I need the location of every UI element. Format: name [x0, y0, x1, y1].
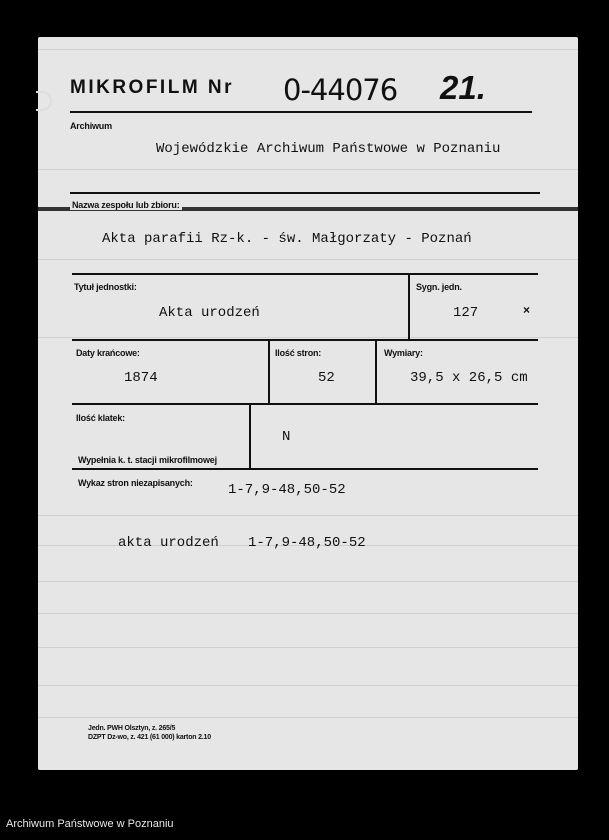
frames-label: Ilość klatek: [76, 413, 125, 423]
unwritten-note-value: 1-7,9-48,50-52 [248, 535, 366, 551]
print-info-line2: DZPT Dz-wo, z. 421 (61 000) karton 2.10 [88, 734, 211, 741]
frames-filled-label: Wypełnia k. t. stacji mikrofilmowej [78, 455, 217, 465]
dates-value: 1874 [124, 370, 158, 386]
archive-watermark: Archiwum Państwowe w Poznaniu [6, 818, 174, 830]
unit-title-label: Tytuł jednostki: [74, 282, 137, 292]
microfilm-title: MIKROFILM Nr [70, 77, 235, 98]
unwritten-label: Wykaz stron niezapisanych: [78, 478, 193, 488]
pages-value: 52 [318, 370, 335, 386]
dates-label: Daty krańcowe: [76, 348, 140, 358]
frames-value: N [282, 429, 291, 445]
signature-value: 127 [453, 305, 479, 321]
archive-label: Archiwum [70, 121, 112, 131]
pages-label: Ilość stron: [275, 348, 322, 358]
dimensions-value: 39,5 x 26,5 cm [410, 370, 528, 386]
unwritten-value: 1-7,9-48,50-52 [228, 482, 346, 498]
fonds-label: Nazwa zespołu lub zbioru: [72, 200, 180, 210]
sequence-number: 21. [440, 69, 486, 106]
signature-mark: × [523, 303, 531, 317]
print-info-line1: Jedn. PWH Olsztyn, z. 265/5 [88, 725, 176, 732]
signature-label: Sygn. jedn. [416, 282, 462, 292]
unwritten-note-label: akta urodzeń [118, 535, 219, 551]
catalog-card [38, 37, 578, 770]
fonds-value: Akta parafii Rz-k. - św. Małgorzaty - Poznań [102, 231, 472, 247]
microfilm-number: 0-44076 [283, 73, 398, 107]
header-rule [70, 111, 532, 113]
archive-value: Wojewódzkie Archiwum Państwowe w Poznaniu [156, 141, 501, 157]
dimensions-label: Wymiary: [384, 348, 423, 358]
unit-title-value: Akta urodzeń [159, 305, 260, 321]
